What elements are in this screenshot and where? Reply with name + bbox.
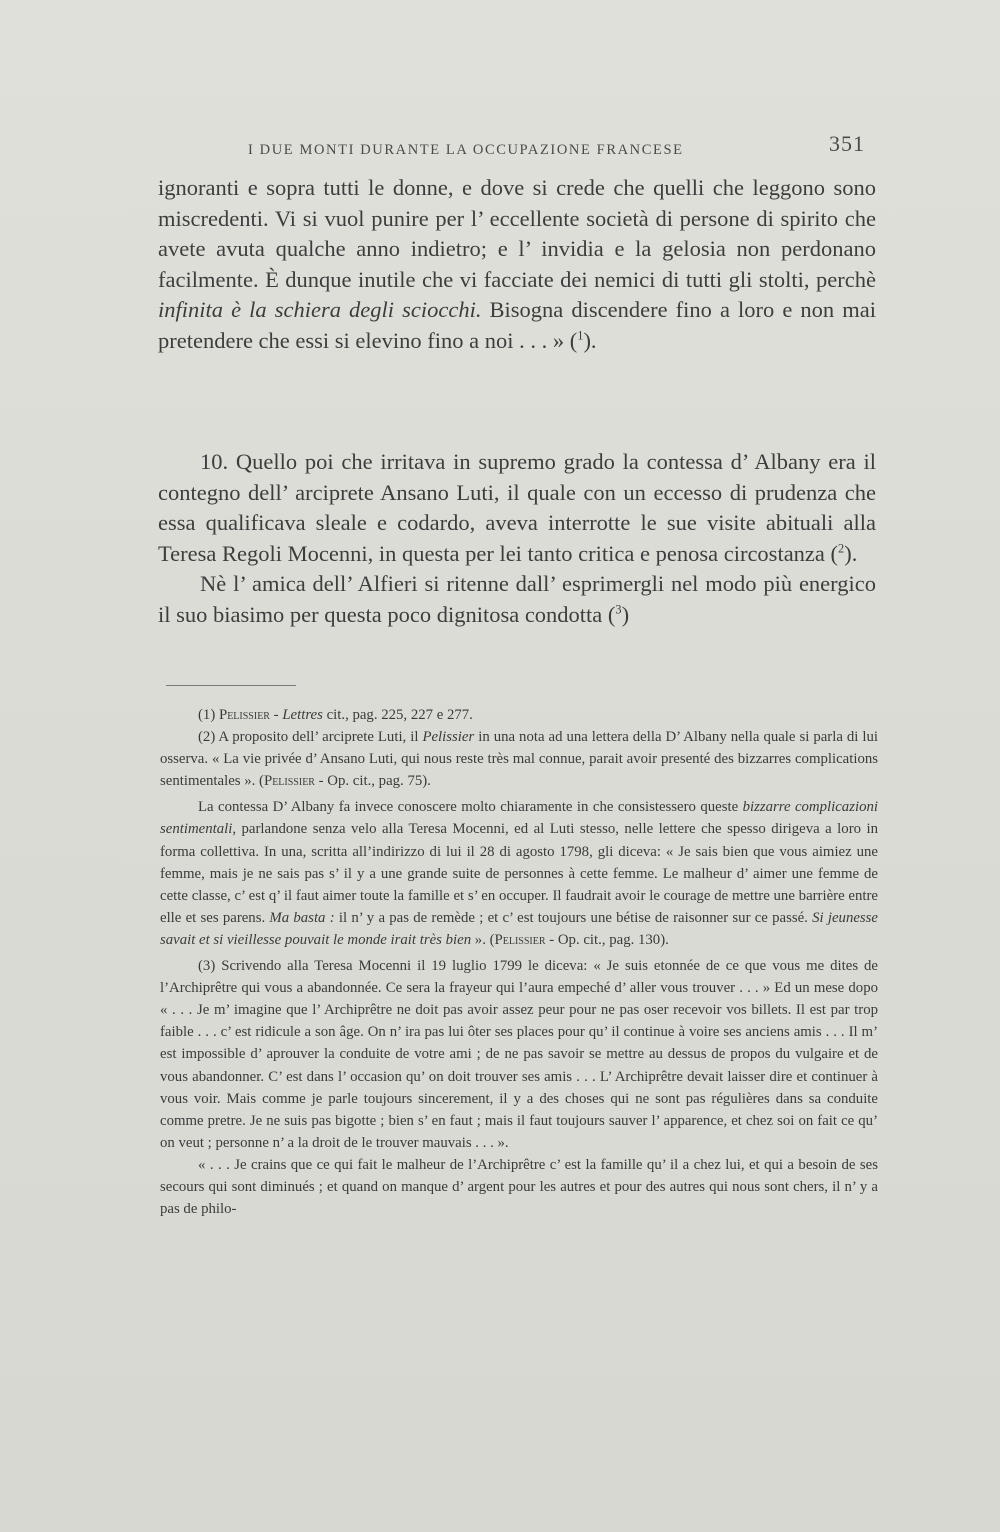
footnote-2-continued: La contessa D’ Albany fa invece conoscere molto chiaramente in che consistessero queste bizzarre complicazioni sentimentali, parlandone senza velo alla Teresa Mocenni, ed al Luti stesso, nelle lettere che spesso dirigeva a loro in forma collettiva. In una, scritta all’indirizzo di lui il 28 di agosto 1798, gli diceva: « Je sais bien que vous aimiez une femme, mais je ne sais pas s’ il y a une grande suite de personnes à cette femme. Le malheur d’ aimer une femme de cette classe, c’ est q’ il faut aimer toute la famille et s’ en occuper. Il faudrait avoir le courage de mettre une barrière entre elle et ses parens. Ma basta : il n’ y a pas de remède ; et c’ est toujours une bétise de raisonner sur ce passé. Si jeunesse savait et si vieillesse pouvait le monde irait très bien ». (Pelissier - Op. cit., pag. 130). <box>160 799 879 948</box>
footnote-3: (3) Scrivendo alla Teresa Mocenni il 19 luglio 1799 le diceva: « Je suis etonnée de ce que vous me dites de l’Archiprêtre qui vous a abandonnée. Ce sera la frayeur qui l’aura empeché d’ aller vous trouver . . . » Ed un mese dopo « . . . Je m’ imagine que l’ Archiprêtre ne doit pas avoir assez peur pour ne pas oser recevoir vos billets. Il est par trop faible . . . c’ est ridicule a son âge. On n’ ira pas lui ôter ses places pour qu’ il continue à voire ses anciens amis . . . Il m’ est impossible d’ aprouver la conduite de votre ami ; de ne pas savoir se mettre au dessus de propos du vulgaire et de vous abandonner. C’ est dans l’ occasion qu’ on doit trouver ses amis . . . L’ Archiprêtre devait laisser dire et continuer à vous voir. Mais comme je parle toujours sincerement, il y a des choses qui ne sont pas régulières dans sa conduite comme pretre. Je ne suis pas bigotte ; bien s’ en faut ; mais il faut toujours sauver l’ apparence, et chez soi on fait ce qu’ on veut ; personne n’ a la droit de le trouver mauvais . . . ». <box>160 958 878 1151</box>
body-paragraph-continuation: ignoranti e sopra tutti le donne, e dove si crede che quelli che leggono sono miscredenti. Vi si vuol punire per l’ eccellente società di persone di spirito che avete avuta qualche anno indietro; e l’ invidia e la gelosia non perdonano facilmente. È dunque inutile che vi facciate dei nemici di tutti gli stolti, perchè infinita è la schiera degli sciocchi. Bisogna discendere fino a loro e non mai pretendere che essi si elevino fino a noi . . . » ($^1$). <box>158 175 876 353</box>
body-paragraph: 10. Quello poi che irritava in supremo grado la contessa d’ Albany era il contegno dell’ arciprete Ansano Luti, il quale con un eccesso di prudenza che essa qualificava sleale e codardo, aveva interrotte le sue visite abituali alla Teresa Regoli Mocenni, in questa per lei tanto critica e penosa circostanza ($^2$). <box>158 449 876 566</box>
footnote-ref-2[interactable]: 2 <box>838 541 845 556</box>
footnote-ref-3[interactable]: 3 <box>615 602 622 617</box>
body-text: ignoranti e sopra tutti le donne, e dove si crede che quelli che leggono sono miscredenti. Vi si vuol punire per l’ eccellente società di persone di spirito che avete avuta qualche anno indietro; e l’ invidia e la gelosia non perdonano facilmente. È dunque inutile che vi facciate dei nemici di tutti gli stolti, perchè <box>158 175 876 292</box>
footnote-3-continued: « . . . Je crains que ce qui fait le malheur de l’Archiprêtre c’ est la famille qu’ il a chez lui, et qui a besoin de ses secours qui sont diminués ; et quand on manque d’ argent pour les autres et pour des autres qui nous sont chers, il n’ y a pas de philo- <box>160 1156 878 1218</box>
running-title: I DUE MONTI DURANTE LA OCCUPAZIONE FRANCESE <box>248 142 684 158</box>
page-number: 351 <box>829 131 865 156</box>
footnote-1: (1) Pelissier - Lettres cit., pag. 225, 227 e 277. <box>198 707 473 723</box>
body-paragraph: Nè l’ amica dell’ Alfieri si ritenne dall’ esprimergli nel modo più energico il suo biasimo per questa poco dignitosa condotta ($^3$) <box>158 571 876 627</box>
footnote-ref-1[interactable]: 1 <box>577 328 584 343</box>
body-text: Bisogna discendere fino a loro e non mai pretendere che essi si elevino fino a noi . . . » ( <box>158 297 876 353</box>
body-italic-quote: infinita è la schiera degli sciocchi. <box>158 297 482 323</box>
footnotes <box>160 704 878 1220</box>
footnote-divider <box>166 685 296 686</box>
footnote-2: (2) A proposito dell’ arciprete Luti, il Pelissier in una nota ad una lettera della D’ Albany nella quale si parla di lui osserva. « La vie privée d’ Ansano Luti, qui nous reste très mal connue, parait avoir presenté des bizzarres complications sentimentales ». (Pelissier - Op. cit., pag. 75). <box>160 729 878 790</box>
section-10 <box>158 447 876 631</box>
